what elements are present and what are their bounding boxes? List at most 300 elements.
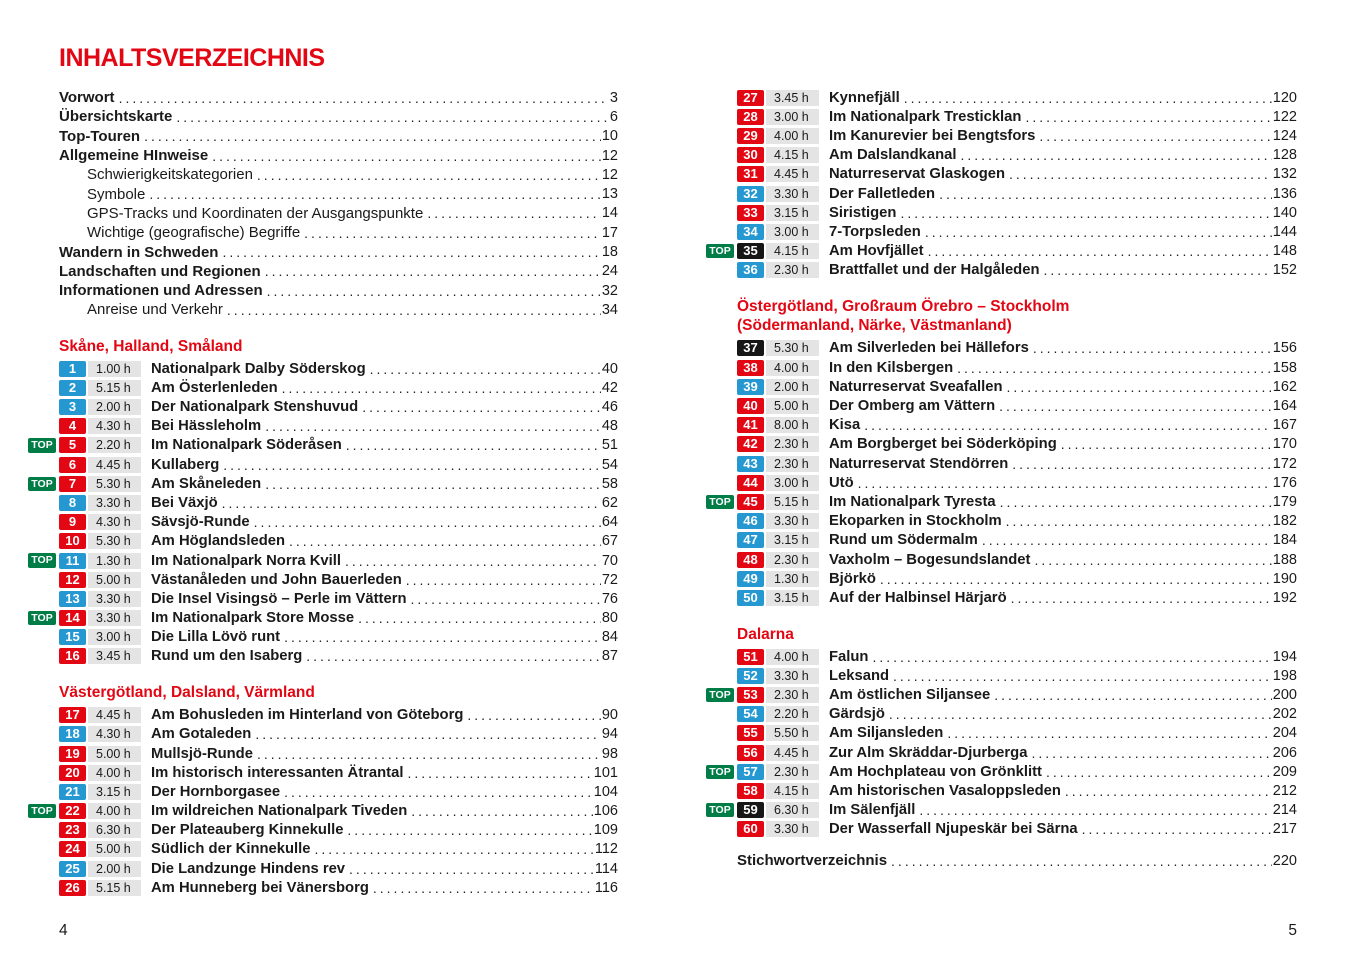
tour-number-badge: 7 (59, 476, 86, 492)
tour-duration: 3.00 h (766, 475, 819, 491)
toc-tour-row (737, 588, 1297, 607)
tour-number-badge: 51 (737, 649, 764, 665)
section-heading: Dalarna (737, 625, 794, 643)
tour-duration: 3.30 h (88, 495, 141, 511)
tour-title: Kullaberg (151, 456, 220, 473)
tour-number-badge: 56 (737, 745, 764, 761)
toc-tour-row (59, 744, 618, 763)
front-matter-page: 17 (601, 224, 618, 241)
dot-leader (1034, 552, 1271, 568)
toc-tour-row (59, 493, 618, 512)
tour-title: Am Silverleden bei Hällefors (829, 340, 1029, 357)
tour-number-badge: 2 (59, 380, 86, 396)
toc-tour-row (31, 436, 618, 455)
tour-number-badge: 29 (737, 128, 764, 144)
tour-page-number: 80 (601, 610, 618, 627)
index-entry-page: 220 (1272, 852, 1297, 869)
dot-leader (265, 476, 601, 492)
tour-title: Kisa (829, 417, 861, 434)
tour-title: Der Plateauberg Kinnekulle (151, 822, 344, 839)
toc-tour-row (59, 417, 618, 436)
tour-duration: 4.00 h (88, 803, 141, 819)
dot-leader (284, 629, 601, 645)
tour-page-number: 40 (601, 360, 618, 377)
tour-title: Am östlichen Siljansee (829, 686, 991, 703)
front-matter-label: Wichtige (geografische) Begriffe (87, 224, 301, 242)
dot-leader (257, 746, 601, 762)
tour-number-badge: 28 (737, 109, 764, 125)
toc-tour-row (59, 706, 618, 725)
right-page (709, 88, 1297, 870)
tour-number-badge: 49 (737, 571, 764, 587)
tour-title: Gärdsjö (829, 706, 885, 723)
tour-number-badge: 24 (59, 841, 86, 857)
tour-title: Leksand (829, 667, 890, 684)
tour-page-number: 192 (1272, 589, 1297, 606)
tour-number-badge: 33 (737, 205, 764, 221)
front-matter-row (59, 204, 618, 223)
tour-list (709, 88, 1297, 280)
tour-page-number: 182 (1272, 513, 1297, 530)
tour-page-number: 170 (1272, 436, 1297, 453)
tour-page-number: 172 (1272, 455, 1297, 472)
front-matter-row (59, 165, 618, 184)
tour-duration: 2.30 h (766, 436, 819, 452)
tour-title: Vaxholm – Bogesundslandet (829, 551, 1031, 568)
toc-tour-row (737, 531, 1297, 550)
tour-number-badge: 17 (59, 707, 86, 723)
front-matter-label: Landschaften und Regionen (59, 262, 261, 280)
tour-duration: 2.30 h (766, 262, 819, 278)
tour-duration: 1.30 h (88, 553, 141, 569)
tour-page-number: 188 (1272, 551, 1297, 568)
tour-number-badge: 55 (737, 725, 764, 741)
tour-duration: 6.30 h (766, 802, 819, 818)
dot-leader (1031, 745, 1271, 761)
toc-tour-row (59, 455, 618, 474)
tour-duration: 5.00 h (88, 746, 141, 762)
front-matter-label: Übersichtskarte (59, 108, 173, 126)
tour-title: Am Bohusleden im Hinterland von Göteborg (151, 707, 464, 724)
dot-leader (1061, 436, 1272, 452)
tour-duration: 4.15 h (766, 147, 819, 163)
toc-tour-row (59, 725, 618, 744)
toc-tour-row (59, 532, 618, 551)
dot-leader (889, 706, 1272, 722)
tour-number-badge: 43 (737, 456, 764, 472)
toc-tour-row (737, 705, 1297, 724)
toc-tour-row (59, 782, 618, 801)
tour-title: Im Kanurevier bei Bengtsfors (829, 127, 1036, 144)
tour-duration: 5.15 h (88, 880, 141, 896)
dot-leader (362, 399, 601, 415)
tour-title: Rund um Södermalm (829, 532, 978, 549)
tour-title: Am Höglandsleden (151, 533, 286, 550)
front-matter-label: Symbole (87, 185, 146, 203)
tour-number-badge: 3 (59, 399, 86, 415)
tour-page-number: 54 (601, 456, 618, 473)
toc-tour-row (737, 550, 1297, 569)
tour-page-number: 87 (601, 648, 618, 665)
dot-leader (880, 571, 1272, 587)
tour-title: Am historischen Vasaloppsleden (829, 782, 1061, 799)
tour-page-number: 104 (593, 783, 618, 800)
top-badge: TOP (28, 611, 56, 626)
section-subheading: (Södermanland, Närke, Västmanland) (737, 317, 1012, 335)
dot-leader (467, 707, 600, 723)
tour-duration: 3.00 h (766, 224, 819, 240)
tour-title: Im Nationalpark Norra Kvill (151, 552, 341, 569)
tour-title: Der Falletleden (829, 185, 936, 202)
tour-number-badge: 10 (59, 533, 86, 549)
tour-title: Am Skåneleden (151, 475, 262, 492)
tour-title: Björkö (829, 570, 876, 587)
tour-page-number: 202 (1272, 706, 1297, 723)
toc-tour-row (737, 473, 1297, 492)
tour-duration: 4.15 h (766, 783, 819, 799)
tour-number-badge: 50 (737, 590, 764, 606)
tour-page-number: 190 (1272, 570, 1297, 587)
tour-number-badge: 22 (59, 803, 86, 819)
dot-leader (893, 668, 1272, 684)
dot-leader (346, 437, 601, 453)
left-tour-sections (31, 337, 618, 898)
dot-leader (265, 418, 601, 434)
tour-title: Nationalpark Dalby Söderskog (151, 360, 366, 377)
tour-number-badge: 47 (737, 532, 764, 548)
tour-page-number: 46 (601, 399, 618, 416)
tour-title: Västanåleden und John Bauerleden (151, 571, 402, 588)
tour-duration: 3.30 h (88, 610, 141, 626)
tour-duration: 4.45 h (88, 457, 141, 473)
toc-tour-row (737, 222, 1297, 241)
dot-leader (284, 784, 593, 800)
tour-page-number: 217 (1272, 821, 1297, 838)
tour-page-number: 124 (1272, 127, 1297, 144)
tour-page-number: 156 (1272, 340, 1297, 357)
tour-number-badge: 58 (737, 783, 764, 799)
dot-leader (957, 360, 1272, 376)
dot-leader (1009, 166, 1272, 182)
tour-page-number: 120 (1272, 89, 1297, 106)
dot-leader (960, 147, 1271, 163)
dot-leader (1007, 379, 1272, 395)
tour-page-number: 94 (601, 726, 618, 743)
tour-title: 7-Torpsleden (829, 223, 921, 240)
tour-duration: 2.00 h (88, 399, 141, 415)
front-matter-label: Anreise und Verkehr (87, 301, 223, 319)
toc-tour-row (737, 126, 1297, 145)
dot-leader (315, 841, 594, 857)
front-matter-page: 14 (601, 205, 618, 222)
tour-page-number: 148 (1272, 243, 1297, 260)
tour-title: Der Wasserfall Njupeskär bei Särna (829, 821, 1078, 838)
toc-tour-row (737, 416, 1297, 435)
top-badge: TOP (28, 553, 56, 568)
tour-duration: 4.15 h (766, 243, 819, 259)
tour-page-number: 58 (601, 475, 618, 492)
tour-title: Die Lilla Lövö runt (151, 629, 281, 646)
tour-duration: 5.30 h (88, 476, 141, 492)
toc-tour-row (737, 820, 1297, 839)
tour-duration: 5.30 h (88, 533, 141, 549)
toc-tour-row (737, 261, 1297, 280)
tour-number-badge: 1 (59, 361, 86, 377)
toc-tour-row (737, 647, 1297, 666)
tour-title: Die Landzunge Hindens rev (151, 860, 346, 877)
toc-tour-row (59, 647, 618, 666)
tour-page-number: 194 (1272, 648, 1297, 665)
tour-title: Am Hunneberg bei Vänersborg (151, 879, 369, 896)
tour-title: Der Omberg am Vättern (829, 398, 996, 415)
tour-title: In den Kilsbergen (829, 359, 954, 376)
tour-number-badge: 36 (737, 262, 764, 278)
tour-title: Im Sälenfjäll (829, 802, 916, 819)
dot-leader (304, 225, 601, 241)
dot-leader (227, 302, 601, 318)
tour-list (31, 359, 618, 666)
tour-title: Am Siljansleden (829, 725, 944, 742)
dot-leader (176, 109, 609, 125)
toc-tour-row (31, 609, 618, 628)
dot-leader (254, 514, 601, 530)
dot-leader (994, 687, 1272, 703)
toc-tour-row (709, 492, 1297, 511)
tour-page-number: 42 (601, 379, 618, 396)
tour-number-badge: 60 (737, 821, 764, 837)
page-title: INHALTSVERZEICHNIS (59, 44, 325, 72)
tour-page-number: 64 (601, 514, 618, 531)
top-badge: TOP (706, 495, 734, 510)
dot-leader (1043, 262, 1271, 278)
front-matter-label: Top-Touren (59, 127, 141, 145)
tour-page-number: 48 (601, 418, 618, 435)
dot-leader (349, 861, 594, 877)
toc-tour-row (709, 801, 1297, 820)
tour-list (709, 647, 1297, 839)
tour-page-number: 51 (601, 437, 618, 454)
dot-leader (345, 553, 601, 569)
tour-page-number: 162 (1272, 378, 1297, 395)
tour-number-badge: 19 (59, 746, 86, 762)
tour-number-badge: 44 (737, 475, 764, 491)
toc-tour-row (59, 513, 618, 532)
tour-page-number: 204 (1272, 725, 1297, 742)
toc-tour-row (709, 762, 1297, 781)
dot-leader (947, 725, 1271, 741)
tour-number-badge: 59 (737, 802, 764, 818)
tour-duration: 1.30 h (766, 571, 819, 587)
dot-leader (1046, 764, 1272, 780)
toc-tour-row (31, 551, 618, 570)
tour-page-number: 128 (1272, 147, 1297, 164)
tour-number-badge: 48 (737, 552, 764, 568)
front-matter-page: 12 (601, 147, 618, 164)
tour-title: Naturreservat Sveafallen (829, 378, 1003, 395)
tour-duration: 4.30 h (88, 418, 141, 434)
tour-title: Ekoparken in Stockholm (829, 513, 1002, 530)
dot-leader (373, 880, 594, 896)
tour-title: Im Nationalpark Söderåsen (151, 437, 342, 454)
toc-tour-row (737, 184, 1297, 203)
tour-page-number: 212 (1272, 782, 1297, 799)
tour-number-badge: 16 (59, 648, 86, 664)
tour-duration: 3.30 h (766, 186, 819, 202)
front-matter-row (59, 107, 618, 126)
dot-leader (1006, 513, 1272, 529)
tour-duration: 2.20 h (766, 706, 819, 722)
tour-number-badge: 46 (737, 513, 764, 529)
dot-leader (289, 533, 601, 549)
dot-leader (1000, 494, 1272, 510)
tour-number-badge: 15 (59, 629, 86, 645)
tour-duration: 4.45 h (88, 707, 141, 723)
toc-tour-row (737, 781, 1297, 800)
tour-number-badge: 30 (737, 147, 764, 163)
top-badge: TOP (706, 244, 734, 259)
toc-tour-row (31, 802, 618, 821)
front-matter-label: Schwierigkeitskategorien (87, 166, 253, 184)
front-matter-page: 12 (601, 166, 618, 183)
tour-page-number: 62 (601, 494, 618, 511)
toc-tour-row (59, 840, 618, 859)
tour-page-number: 164 (1272, 398, 1297, 415)
dot-leader (864, 417, 1272, 433)
toc-tour-row (59, 763, 618, 782)
tour-title: Im Nationalpark Store Mosse (151, 610, 355, 627)
tour-number-badge: 8 (59, 495, 86, 511)
tour-duration: 3.15 h (88, 784, 141, 800)
toc-tour-row (737, 435, 1297, 454)
dot-leader (925, 224, 1272, 240)
tour-number-badge: 23 (59, 822, 86, 838)
section-heading: Västergötland, Dalsland, Värmland (59, 684, 315, 702)
tour-title: Im wildreichen Nationalpark Tiveden (151, 803, 408, 820)
tour-page-number: 72 (601, 571, 618, 588)
tour-number-badge: 11 (59, 553, 86, 569)
tour-duration: 2.30 h (766, 552, 819, 568)
front-matter-row (59, 184, 618, 203)
dot-leader (858, 475, 1272, 491)
tour-title: Utö (829, 474, 854, 491)
tour-number-badge: 40 (737, 398, 764, 414)
tour-number-badge: 42 (737, 436, 764, 452)
tour-title: Sävsjö-Runde (151, 514, 250, 531)
dot-leader (1065, 783, 1272, 799)
tour-title: Bei Hässleholm (151, 418, 262, 435)
dot-leader (928, 243, 1272, 259)
dot-leader (427, 205, 601, 221)
dot-leader (891, 853, 1272, 869)
toc-tour-row (737, 165, 1297, 184)
tour-number-badge: 52 (737, 668, 764, 684)
tour-title: Der Nationalpark Stenshuvud (151, 399, 359, 416)
toc-tour-row (59, 878, 618, 897)
toc-tour-row (737, 569, 1297, 588)
tour-number-badge: 57 (737, 764, 764, 780)
tour-page-number: 184 (1272, 532, 1297, 549)
tour-number-badge: 18 (59, 726, 86, 742)
toc-tour-row (59, 589, 618, 608)
dot-leader (144, 128, 601, 144)
dot-leader (370, 361, 601, 377)
tour-number-badge: 4 (59, 418, 86, 434)
tour-page-number: 152 (1272, 262, 1297, 279)
tour-page-number: 158 (1272, 359, 1297, 376)
tour-title: Naturreservat Glaskogen (829, 166, 1005, 183)
dot-leader (406, 572, 601, 588)
tour-page-number: 167 (1272, 417, 1297, 434)
tour-page-number: 136 (1272, 185, 1297, 202)
tour-list (709, 339, 1297, 608)
dot-leader (939, 186, 1272, 202)
tour-number-badge: 13 (59, 591, 86, 607)
tour-number-badge: 9 (59, 514, 86, 530)
tour-title: Bei Växjö (151, 494, 218, 511)
tour-number-badge: 5 (59, 437, 86, 453)
toc-tour-row (737, 396, 1297, 415)
tour-title: Im Nationalpark Tyresta (829, 493, 996, 510)
tour-number-badge: 38 (737, 360, 764, 376)
dot-leader (223, 457, 601, 473)
tour-duration: 2.30 h (766, 456, 819, 472)
dot-leader (149, 186, 601, 202)
tour-page-number: 206 (1272, 744, 1297, 761)
dot-leader (212, 148, 601, 164)
tour-page-number: 144 (1272, 223, 1297, 240)
tour-title: Am Borgberget bei Söderköping (829, 436, 1057, 453)
tour-page-number: 140 (1272, 204, 1297, 221)
tour-title: Im Nationalpark Tresticklan (829, 108, 1022, 125)
tour-duration: 4.00 h (766, 128, 819, 144)
tour-duration: 5.00 h (88, 841, 141, 857)
dot-leader (347, 822, 592, 838)
front-matter-row (59, 88, 618, 107)
tour-duration: 3.45 h (766, 90, 819, 106)
dot-leader (1082, 821, 1272, 837)
tour-number-badge: 54 (737, 706, 764, 722)
dot-leader (222, 495, 601, 511)
front-matter-label: Allgemeine HInweise (59, 147, 209, 165)
front-matter-row (59, 281, 618, 300)
front-matter-row (59, 300, 618, 319)
tour-title: Im historisch interessanten Ätrantal (151, 764, 404, 781)
tour-number-badge: 12 (59, 572, 86, 588)
dot-leader (982, 532, 1272, 548)
tour-number-badge: 53 (737, 687, 764, 703)
toc-tour-row (737, 107, 1297, 126)
tour-duration: 3.00 h (766, 109, 819, 125)
tour-number-badge: 31 (737, 166, 764, 182)
toc-tour-row (59, 570, 618, 589)
toc-tour-row (737, 743, 1297, 762)
tour-duration: 2.00 h (88, 861, 141, 877)
front-matter-label: Informationen und Adressen (59, 282, 263, 300)
tour-number-badge: 14 (59, 610, 86, 626)
tour-duration: 4.00 h (766, 649, 819, 665)
tour-duration: 3.30 h (766, 668, 819, 684)
tour-duration: 8.00 h (766, 417, 819, 433)
front-matter-page: 32 (601, 282, 618, 299)
toc-tour-row (59, 628, 618, 647)
dot-leader (1012, 456, 1272, 472)
toc-tour-row (737, 358, 1297, 377)
tour-page-number: 122 (1272, 108, 1297, 125)
dot-leader (265, 263, 601, 279)
toc-tour-row (59, 359, 618, 378)
tour-page-number: 200 (1272, 686, 1297, 703)
right-tour-sections (709, 88, 1297, 839)
